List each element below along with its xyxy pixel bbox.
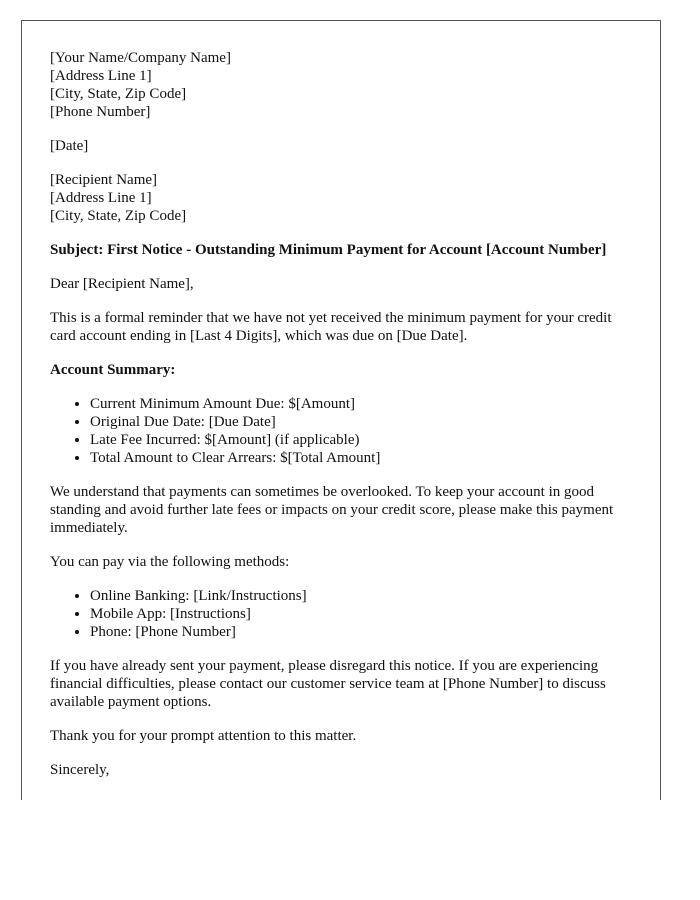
sender-city-line: [City, State, Zip Code] bbox=[50, 86, 187, 102]
account-summary-list bbox=[50, 395, 640, 467]
sender-phone: [Phone Number] bbox=[50, 104, 151, 120]
letter-subject: Subject: First Notice - Outstanding Minimum Payment for Account [Account Number] bbox=[50, 242, 607, 258]
closing: Sincerely, bbox=[50, 762, 110, 778]
account-summary-heading: Account Summary: bbox=[50, 362, 176, 378]
letter-date: [Date] bbox=[50, 138, 89, 154]
sender-address-block bbox=[50, 49, 640, 121]
thanks-paragraph: Thank you for your prompt attention to this matter. bbox=[50, 728, 357, 744]
list-item: • Late Fee Incurred: $[Amount] (if applicable) bbox=[90, 431, 640, 449]
list-item: • Original Due Date: [Due Date] bbox=[90, 413, 640, 431]
letter-page bbox=[21, 20, 661, 800]
sender-address-line: [Address Line 1] bbox=[50, 68, 152, 84]
sender-name: [Your Name/Company Name] bbox=[50, 50, 231, 66]
recipient-address-block bbox=[50, 171, 640, 225]
payment-methods-list bbox=[50, 587, 640, 641]
salutation: Dear [Recipient Name], bbox=[50, 276, 194, 292]
letter-body bbox=[50, 49, 640, 795]
list-item: • Current Minimum Amount Due: $[Amount] bbox=[90, 395, 640, 413]
list-item: • Mobile App: [Instructions] bbox=[90, 605, 640, 623]
list-item: • Total Amount to Clear Arrears: $[Total Amount] bbox=[90, 449, 640, 467]
list-item: • Online Banking: [Link/Instructions] bbox=[90, 587, 640, 605]
recipient-address-line: [Address Line 1] bbox=[50, 190, 152, 206]
recipient-city-line: [City, State, Zip Code] bbox=[50, 208, 187, 224]
reminder-paragraph: We understand that payments can sometimes be overlooked. To keep your account in good standing and avoid further late fees or impacts on your credit score, please make this payment immediately. bbox=[50, 484, 614, 536]
list-item: • Phone: [Phone Number] bbox=[90, 623, 640, 641]
recipient-name: [Recipient Name] bbox=[50, 172, 158, 188]
payment-methods-intro: You can pay via the following methods: bbox=[50, 554, 290, 570]
intro-paragraph: This is a formal reminder that we have not yet received the minimum payment for your credit card account ending in [Last 4 Digits], which was due on [Due Date]. bbox=[50, 310, 612, 344]
disregard-paragraph: If you have already sent your payment, please disregard this notice. If you are experiencing financial difficulties, please contact our customer service team at [Phone Number] to discuss available payment options. bbox=[50, 658, 606, 710]
